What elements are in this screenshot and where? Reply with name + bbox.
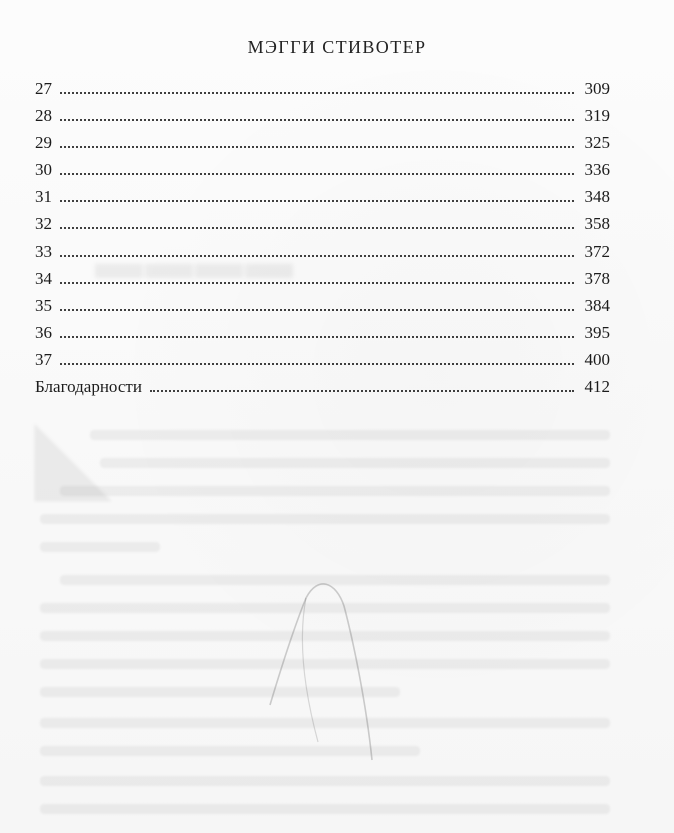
- toc-page-number: 395: [584, 322, 610, 342]
- bleed-line: [40, 687, 400, 697]
- toc-chapter-label: 33: [35, 241, 52, 261]
- leader-dots: [150, 390, 574, 392]
- toc-entry: [35, 243, 610, 270]
- toc-chapter-label: 31: [35, 187, 52, 207]
- leader-dots: [60, 92, 574, 94]
- toc-page-number: 358: [584, 214, 610, 234]
- toc-page-number: 412: [584, 377, 610, 397]
- toc-page-number: 400: [584, 349, 610, 369]
- toc-page-number: 348: [584, 187, 610, 207]
- bleed-line: [40, 514, 610, 524]
- leader-dots: [60, 200, 574, 202]
- bleed-through-drop-cap: ◣: [34, 399, 113, 512]
- bleed-line: [40, 542, 160, 552]
- toc-chapter-label: 37: [35, 349, 52, 369]
- leader-dots: [60, 255, 574, 257]
- toc-entry: [35, 80, 610, 107]
- leader-dots: [60, 336, 574, 338]
- leader-dots: [60, 227, 574, 229]
- leader-dots: [60, 119, 574, 121]
- bleed-line: [40, 718, 610, 728]
- toc-chapter-label: 29: [35, 133, 52, 153]
- toc-page-number: 378: [584, 268, 610, 288]
- bleed-line: [90, 430, 610, 440]
- toc-page-number: 319: [584, 106, 610, 126]
- bleed-line: [40, 746, 420, 756]
- table-of-contents: [35, 80, 610, 405]
- toc-chapter-label: 32: [35, 214, 52, 234]
- leader-dots: [60, 363, 574, 365]
- toc-chapter-label: 34: [35, 268, 52, 288]
- bleed-line: [60, 575, 610, 585]
- toc-entry: [35, 324, 610, 351]
- toc-entry: [35, 215, 610, 242]
- leader-dots: [60, 282, 574, 284]
- toc-chapter-label: 36: [35, 322, 52, 342]
- toc-entry: [35, 270, 610, 297]
- toc-entry: [35, 107, 610, 134]
- bleed-line: [40, 631, 610, 641]
- toc-entry: [35, 351, 610, 378]
- bleed-line: [60, 486, 610, 496]
- leader-dots: [60, 146, 574, 148]
- bleed-line: [40, 659, 610, 669]
- leader-dots: [60, 173, 574, 175]
- toc-entry: [35, 297, 610, 324]
- toc-entry: [35, 161, 610, 188]
- bleed-line: [40, 804, 610, 814]
- toc-page-number: 325: [584, 133, 610, 153]
- toc-entry-acknowledgements: [35, 378, 610, 405]
- leader-dots: [60, 309, 574, 311]
- toc-entry: [35, 188, 610, 215]
- bleed-line: [40, 776, 610, 786]
- bleed-through-headline: ▬▬▬▬: [95, 236, 295, 289]
- toc-chapter-label: 28: [35, 106, 52, 126]
- bleed-line: [40, 603, 610, 613]
- toc-entry: [35, 134, 610, 161]
- toc-section-label: Благодарности: [35, 377, 142, 397]
- toc-page-number: 384: [584, 295, 610, 315]
- toc-chapter-label: 27: [35, 79, 52, 98]
- toc-chapter-label: 30: [35, 160, 52, 180]
- toc-page-number: 336: [584, 160, 610, 180]
- page-header-author: МЭГГИ СТИВОТЕР: [247, 37, 427, 57]
- toc-page-number: 372: [584, 241, 610, 261]
- bleed-line: [100, 458, 610, 468]
- toc-page-number: 309: [584, 79, 610, 98]
- toc-chapter-label: 35: [35, 295, 52, 315]
